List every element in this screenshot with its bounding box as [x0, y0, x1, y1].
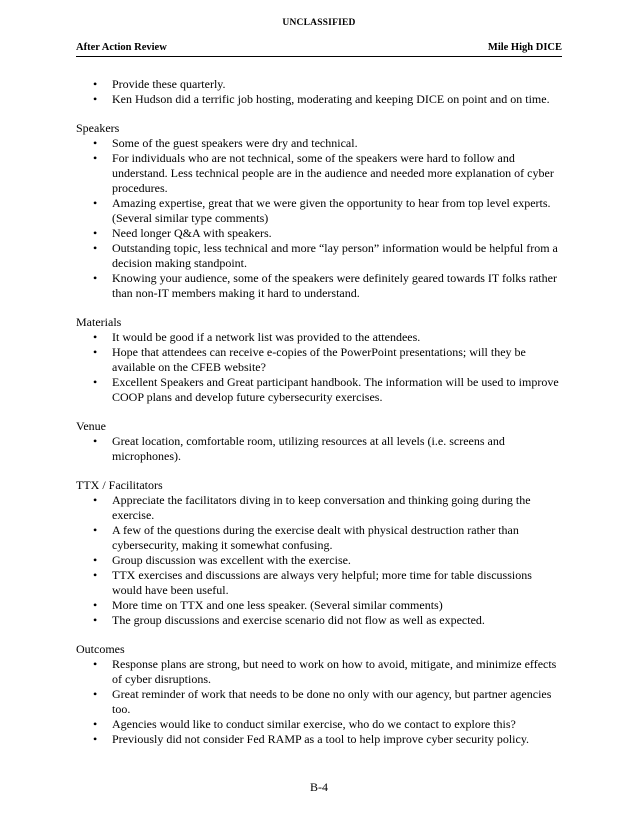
page-header: [76, 42, 562, 57]
header-document-title: After Action Review: [76, 42, 167, 53]
bullet-item: • Some of the guest speakers were dry and technical.: [76, 136, 562, 151]
section-speakers: [76, 121, 562, 301]
bullet-item: • Excellent Speakers and Great participant handbook. The information will be used to improve COOP plans and develop future cybersecurity exercises.: [76, 375, 562, 405]
bullet-item: • Outstanding topic, less technical and more “lay person” information would be helpful from a decision making standpoint.: [76, 241, 562, 271]
bullet-item: • Agencies would like to conduct similar exercise, who do we contact to explore this?: [76, 717, 562, 732]
bullet-item: • More time on TTX and one less speaker. (Several similar comments): [76, 598, 562, 613]
classification-marking: UNCLASSIFIED: [282, 18, 356, 28]
bullet-item: • The group discussions and exercise scenario did not flow as well as expected.: [76, 613, 562, 628]
bullet-list: [76, 657, 562, 747]
bullet-item: • TTX exercises and discussions are always very helpful; more time for table discussions would have been useful.: [76, 568, 562, 598]
bullet-item: • Amazing expertise, great that we were given the opportunity to hear from top level experts. (Several similar type comments): [76, 196, 562, 226]
bullet-item: • Great location, comfortable room, utilizing resources at all levels (i.e. screens and microphones).: [76, 434, 562, 464]
bullet-item: • Need longer Q&A with speakers.: [76, 226, 562, 241]
section-heading: TTX / Facilitators: [76, 478, 163, 492]
bullet-item: • Provide these quarterly.: [76, 77, 562, 92]
section-venue: [76, 419, 562, 464]
bullet-item: • Appreciate the facilitators diving in to keep conversation and thinking going during the exercise.: [76, 493, 562, 523]
bullet-item: • For individuals who are not technical, some of the speakers were hard to follow and understand. Less technical people are in the audience and needed more explanation of cyber procedures.: [76, 151, 562, 196]
bullet-list: [76, 136, 562, 301]
section-heading: Outcomes: [76, 642, 125, 656]
header-event-name: Mile High DICE: [487, 42, 562, 53]
bullet-item: • Group discussion was excellent with the exercise.: [76, 553, 562, 568]
bullet-item: • Ken Hudson did a terrific job hosting, moderating and keeping DICE on point and on time.: [76, 92, 562, 107]
bullet-item: • Great reminder of work that needs to be done no only with our agency, but partner agencies too.: [76, 687, 562, 717]
section-continued: [76, 77, 562, 107]
section-heading: Materials: [76, 315, 122, 329]
section-heading: Speakers: [76, 121, 120, 135]
bullet-list: [76, 434, 562, 464]
bullet-item: • It would be good if a network list was provided to the attendees.: [76, 330, 562, 345]
bullet-item: • A few of the questions during the exercise dealt with physical destruction rather than cybersecurity, making it somewhat confusing.: [76, 523, 562, 553]
section-ttx-facilitators: [76, 478, 562, 628]
bullet-list: [76, 493, 562, 628]
section-heading: Venue: [76, 419, 106, 433]
page-number: B-4: [310, 780, 328, 794]
section-outcomes: [76, 642, 562, 747]
bullet-item: • Response plans are strong, but need to work on how to avoid, mitigate, and minimize effects of cyber disruptions.: [76, 657, 562, 687]
section-materials: [76, 315, 562, 405]
bullet-item: • Knowing your audience, some of the speakers were definitely geared towards IT folks rather than non-IT members making it hard to understand.: [76, 271, 562, 301]
document-body: [76, 77, 562, 747]
bullet-item: • Previously did not consider Fed RAMP as a tool to help improve cyber security policy.: [76, 732, 562, 747]
bullet-list: [76, 77, 562, 107]
bullet-list: [76, 330, 562, 405]
bullet-item: • Hope that attendees can receive e-copies of the PowerPoint presentations; will they be available on the CFEB website?: [76, 345, 562, 375]
